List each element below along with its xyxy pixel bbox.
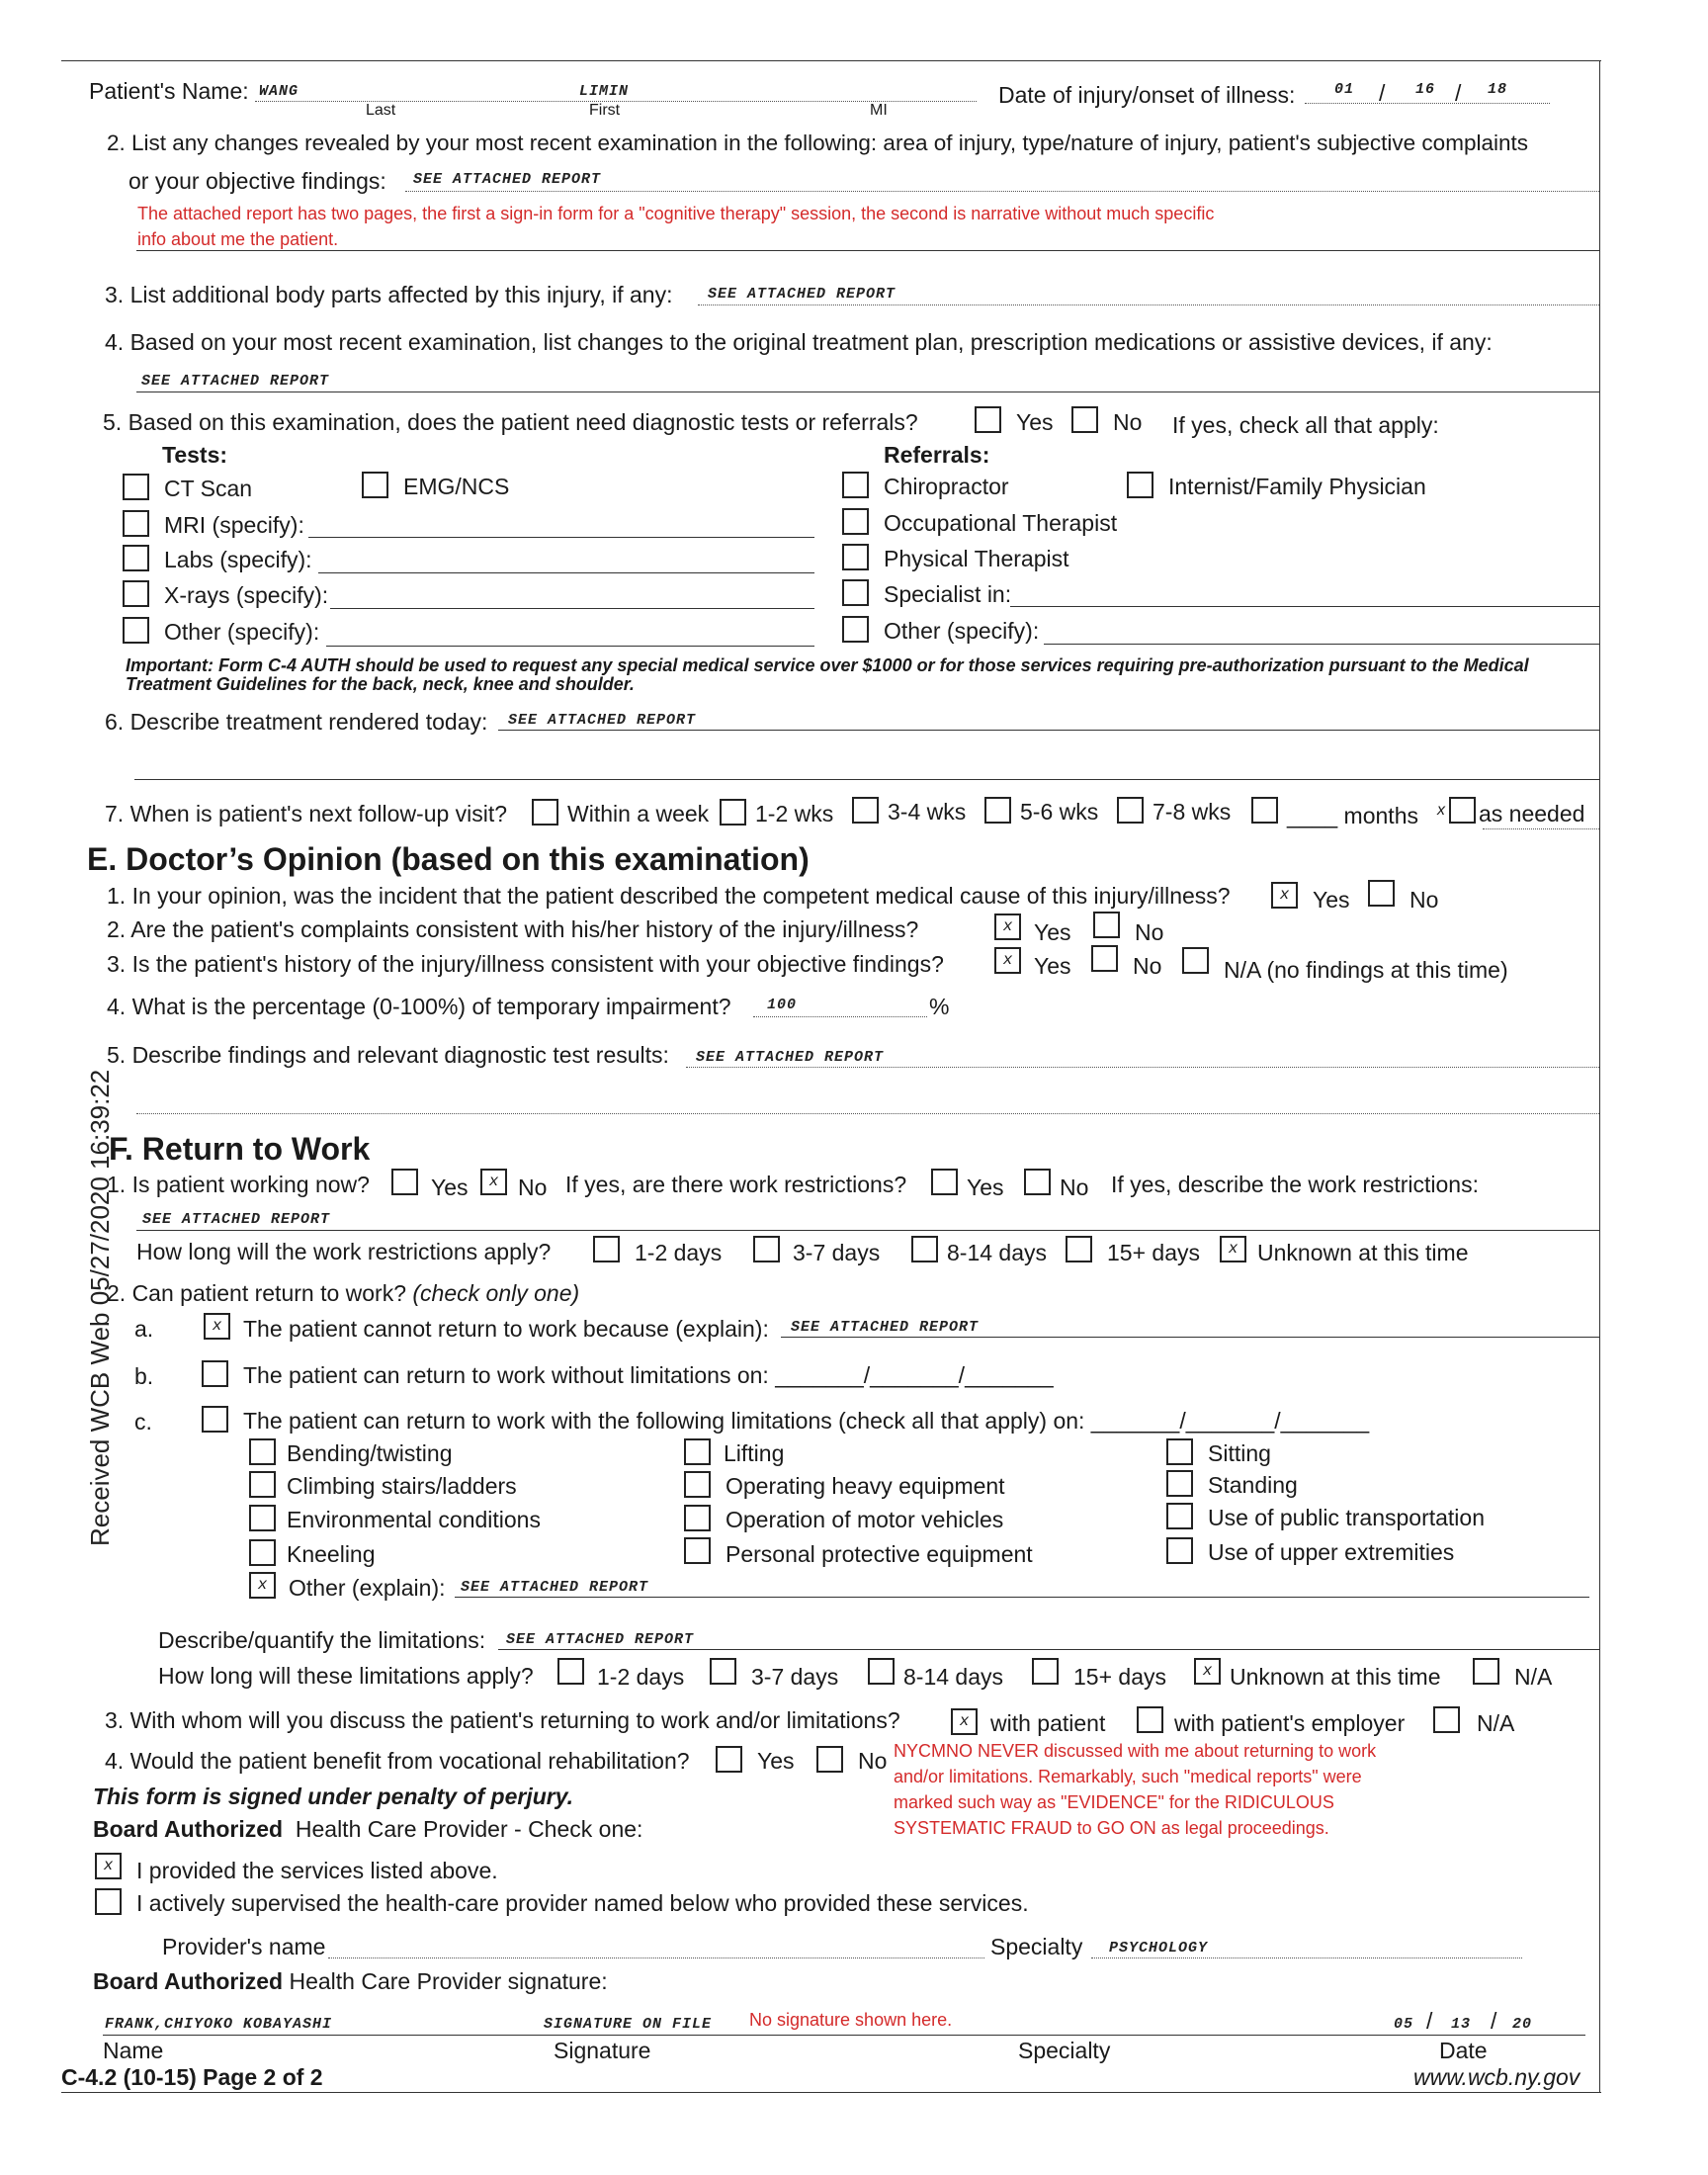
- f-q2-text: 2. Can patient return to work?: [107, 1280, 406, 1306]
- first-label: First: [589, 102, 621, 119]
- q7-bottom-line: [1483, 828, 1599, 829]
- e-q4-label: 4. What is the percentage (0-100%) of temporary impairment?: [107, 994, 731, 1019]
- q3-answer: SEE ATTACHED REPORT: [708, 286, 897, 303]
- q7-o1-label: Within a week: [567, 801, 710, 826]
- f-q4-no-label: No: [858, 1748, 888, 1774]
- section-e-title: E. Doctor’s Opinion (based on this examination): [87, 841, 810, 877]
- lim-lifting-label: Lifting: [724, 1440, 785, 1466]
- lim-standing-checkbox[interactable]: [1166, 1470, 1193, 1497]
- h2-d2-checkbox[interactable]: [710, 1658, 736, 1685]
- lim-public-transport-checkbox[interactable]: [1166, 1503, 1193, 1529]
- specialist-label: Specialist in:: [884, 581, 1012, 607]
- mri-checkbox[interactable]: [123, 510, 149, 537]
- q5-if-yes: If yes, check all that apply:: [1172, 412, 1439, 438]
- lim-upper-extremities-checkbox[interactable]: [1166, 1537, 1193, 1564]
- doi-day: 16: [1415, 81, 1436, 98]
- lim-bending-label: Bending/twisting: [287, 1440, 453, 1466]
- specialty-label: Specialty: [990, 1934, 1083, 1959]
- q2-answer-underline: [405, 191, 1599, 192]
- q7-o1-checkbox[interactable]: [532, 799, 558, 826]
- provided-checkbox[interactable]: x: [95, 1853, 122, 1879]
- date-year: 20: [1512, 2016, 1533, 2033]
- f-q1-answer: SEE ATTACHED REPORT: [142, 1211, 331, 1228]
- q6-answer: SEE ATTACHED REPORT: [508, 712, 697, 729]
- q7-o7-checkbox[interactable]: [1449, 797, 1476, 824]
- f-q1-restr-no-label: No: [1060, 1174, 1089, 1200]
- website: www.wcb.ny.gov: [1413, 2064, 1580, 2090]
- h2-na-label: N/A: [1514, 1664, 1553, 1690]
- q7-o4-label: 5-6 wks: [1020, 799, 1099, 825]
- doi-slash-2: /: [1455, 80, 1462, 106]
- f-a-text: The patient cannot return to work because (explain):: [243, 1316, 769, 1342]
- other-test-line: [326, 646, 814, 647]
- q7-o6-checkbox[interactable]: [1251, 797, 1278, 824]
- f-d3-checkbox[interactable]: [911, 1236, 938, 1262]
- f-a-underline: [781, 1337, 1599, 1338]
- xrays-line: [330, 608, 814, 609]
- lim-motor-vehicles-checkbox[interactable]: [684, 1505, 711, 1531]
- q2-bottom-line: [136, 250, 1599, 251]
- signature-value: SIGNATURE ON FILE: [544, 2016, 713, 2033]
- q4-answer: SEE ATTACHED REPORT: [141, 373, 330, 390]
- lim-ppe-checkbox[interactable]: [684, 1537, 711, 1564]
- f-d4-label: 15+ days: [1107, 1240, 1200, 1265]
- e-q1-no-checkbox[interactable]: [1368, 880, 1395, 907]
- doi-label: Date of injury/onset of illness:: [998, 82, 1296, 108]
- page-border-right: [1599, 60, 1600, 2093]
- q7-o7-mark: x: [1437, 802, 1445, 819]
- tests-title: Tests:: [162, 442, 228, 468]
- f-d2-label: 3-7 days: [793, 1240, 881, 1265]
- lim-bending-checkbox[interactable]: [249, 1438, 276, 1465]
- perjury-statement: This form is signed under penalty of perjury.: [93, 1784, 574, 1809]
- f-b-letter: b.: [134, 1363, 154, 1389]
- name-label: Name: [103, 2038, 164, 2063]
- f-a-letter: a.: [134, 1316, 154, 1342]
- e-q3-yes-checkbox[interactable]: x: [994, 947, 1021, 974]
- f-q3-na-label: N/A: [1477, 1710, 1515, 1736]
- f-q3-patient-checkbox[interactable]: x: [951, 1708, 978, 1735]
- form-id: C-4.2 (10-15) Page 2 of 2: [61, 2064, 323, 2090]
- last-label: Last: [366, 102, 396, 119]
- mri-line: [308, 537, 814, 538]
- describe-lim-underline: [498, 1649, 1599, 1650]
- e-q5-label: 5. Describe findings and relevant diagnostic test results:: [107, 1042, 669, 1068]
- h2-d4-label: 15+ days: [1073, 1664, 1166, 1690]
- q7-o3-label: 3-4 wks: [888, 799, 967, 825]
- lim-other-underline: [455, 1597, 1589, 1598]
- emg-label: EMG/NCS: [403, 474, 510, 499]
- doi-month: 01: [1334, 81, 1355, 98]
- spec-label: Specialty: [1018, 2038, 1111, 2063]
- other-test-checkbox[interactable]: [123, 617, 149, 644]
- board-authorized-2-rest: Health Care Provider signature:: [289, 1968, 608, 1994]
- q5-yes-checkbox[interactable]: [975, 406, 1001, 433]
- q7-o6-label: ____ months: [1287, 803, 1418, 828]
- f-q4-no-checkbox[interactable]: [816, 1746, 843, 1773]
- f-c-checkbox[interactable]: [202, 1406, 228, 1433]
- f-c-text: The patient can return to work with the following limitations (check all that apply) on: _______/_______/_______: [243, 1408, 1370, 1434]
- f-q1-answer-line: [136, 1230, 1599, 1231]
- e-q5-answer: SEE ATTACHED REPORT: [696, 1049, 885, 1066]
- internist-checkbox[interactable]: [1127, 472, 1153, 498]
- e-q3-na-checkbox[interactable]: [1182, 947, 1209, 974]
- lim-sitting-checkbox[interactable]: [1166, 1438, 1193, 1465]
- h2-d1-checkbox[interactable]: [557, 1658, 584, 1685]
- q6-line2: [134, 779, 1599, 780]
- f-q4-label: 4. Would the patient benefit from vocational rehabilitation?: [105, 1748, 690, 1774]
- other-test-label: Other (specify):: [164, 619, 320, 645]
- f-howlong-label: How long will the work restrictions apply?: [136, 1239, 552, 1264]
- e-q2-no-label: No: [1135, 919, 1164, 945]
- board-authorized-2: [93, 1967, 608, 1995]
- f-q1-restr-yes-label: Yes: [967, 1174, 1004, 1200]
- f-d3-label: 8-14 days: [947, 1240, 1048, 1265]
- e-q1-no-label: No: [1409, 887, 1439, 913]
- lim-climbing-checkbox[interactable]: [249, 1471, 276, 1498]
- f-a-checkbox[interactable]: x: [204, 1313, 230, 1340]
- q7-o5-checkbox[interactable]: [1117, 797, 1144, 824]
- e-q2-label: 2. Are the patient's complaints consistent with his/her history of the injury/illness?: [107, 916, 919, 942]
- f-q2-label: [107, 1279, 579, 1307]
- board-authorized-2-bold: Board Authorized: [93, 1968, 284, 1994]
- mri-label: MRI (specify):: [164, 512, 304, 538]
- lim-lifting-checkbox[interactable]: [684, 1438, 711, 1465]
- e-q1-yes-checkbox[interactable]: x: [1271, 882, 1298, 909]
- e-q3-label: 3. Is the patient's history of the injury/illness consistent with your objective findings?: [107, 951, 944, 977]
- page-border-top: [61, 60, 1601, 61]
- ref-other-checkbox[interactable]: [842, 616, 869, 643]
- labs-line: [318, 572, 814, 573]
- q7-o7-label: as needed: [1479, 801, 1585, 826]
- chiro-label: Chiropractor: [884, 474, 1009, 499]
- q7-o5-label: 7-8 wks: [1153, 799, 1232, 825]
- lim-heavy-equipment-label: Operating heavy equipment: [726, 1473, 1005, 1499]
- ref-other-line: [1044, 644, 1599, 645]
- q6-underline: [498, 730, 1599, 731]
- referrals-title: Referrals:: [884, 442, 990, 468]
- lim-environment-label: Environmental conditions: [287, 1507, 541, 1532]
- q7-o3-checkbox[interactable]: [852, 797, 879, 824]
- f-q1-no-label: No: [518, 1174, 548, 1200]
- provided-label: I provided the services listed above.: [136, 1858, 498, 1883]
- q7-o4-checkbox[interactable]: [984, 797, 1011, 824]
- f-q1-yes-checkbox[interactable]: [391, 1169, 418, 1195]
- h2-d5-checkbox[interactable]: x: [1194, 1658, 1221, 1685]
- q2-answer: SEE ATTACHED REPORT: [413, 171, 602, 188]
- q3-underline: [698, 304, 1599, 305]
- h2-na-checkbox[interactable]: [1473, 1658, 1499, 1685]
- q7-o2-checkbox[interactable]: [720, 799, 746, 826]
- received-stamp: Received WCB Web 05/27/2020 16:39:22: [85, 1069, 115, 1546]
- xrays-label: X-rays (specify):: [164, 582, 329, 608]
- f-q3-label: 3. With whom will you discuss the patient's returning to work and/or limitations?: [105, 1707, 900, 1733]
- ct-checkbox[interactable]: [123, 474, 149, 500]
- doi-slash-1: /: [1379, 80, 1386, 106]
- h2-d5-label: Unknown at this time: [1230, 1664, 1441, 1690]
- name-value: FRANK,CHIYOKO KOBAYASHI: [105, 2016, 333, 2033]
- q4-label: 4. Based on your most recent examination, list changes to the original treatment plan, prescription medications or assistive devices, if any:: [105, 329, 1493, 355]
- f-q2-hint: (check only one): [412, 1280, 580, 1306]
- e-q3-no-label: No: [1133, 953, 1162, 979]
- lim-environment-checkbox[interactable]: [249, 1505, 276, 1531]
- doi-year: 18: [1488, 81, 1508, 98]
- labs-checkbox[interactable]: [123, 545, 149, 571]
- f-d5-label: Unknown at this time: [1257, 1240, 1469, 1265]
- lim-motor-vehicles-label: Operation of motor vehicles: [726, 1507, 1004, 1532]
- important-note: Important: Form C-4 AUTH should be used to request any special medical service over $1000 or for those services requiring pre-authorization pursuant to the Medical Treatment Guidelines for the back, neck, knee and shoulder.: [126, 655, 1529, 694]
- describe-lim-answer: SEE ATTACHED REPORT: [506, 1631, 695, 1648]
- f-q1-no-checkbox[interactable]: x: [480, 1169, 507, 1195]
- pt-label: Physical Therapist: [884, 546, 1069, 571]
- f-q4-red-note: NYCMNO NEVER discussed with me about returning to work and/or limitations. Remarkably, such "medical reports" were marked such way as "EVIDENCE" for the RIDICULOUS SYSTEMATIC FRAUD to GO ON as legal proceedings.: [894, 1741, 1377, 1838]
- lim-kneeling-checkbox[interactable]: [249, 1539, 276, 1566]
- e-q4-pct: %: [929, 994, 950, 1019]
- q5-no-checkbox[interactable]: [1071, 406, 1098, 433]
- f-q3-employer-label: with patient's employer: [1174, 1710, 1406, 1736]
- f-d2-checkbox[interactable]: [753, 1236, 780, 1262]
- specialist-line: [1010, 606, 1599, 607]
- e-q1-yes-label: Yes: [1313, 887, 1350, 913]
- lim-upper-extremities-label: Use of upper extremities: [1208, 1539, 1455, 1565]
- specialist-checkbox[interactable]: [842, 579, 869, 606]
- howlong2-label: How long will these limitations apply?: [158, 1663, 534, 1689]
- e-q1-label: 1. In your opinion, was the incident that the patient described the competent medical cause of this injury/illness?: [107, 883, 1231, 909]
- h2-d3-label: 8-14 days: [903, 1664, 1004, 1690]
- f-q1-label: 1. Is patient working now?: [107, 1172, 370, 1197]
- lim-other-checkbox[interactable]: x: [249, 1572, 276, 1599]
- q2-note-line2: info about me the patient.: [137, 229, 339, 249]
- q6-label: 6. Describe treatment rendered today:: [105, 709, 488, 735]
- h2-d2-label: 3-7 days: [751, 1664, 839, 1690]
- lim-public-transport-label: Use of public transportation: [1208, 1505, 1485, 1530]
- f-b-text: The patient can return to work without limitations on: _______/_______/_______: [243, 1362, 1054, 1388]
- f-q3-na-checkbox[interactable]: [1433, 1706, 1460, 1733]
- f-q1-restr-yes-checkbox[interactable]: [931, 1169, 958, 1195]
- date-month: 05: [1394, 2016, 1414, 2033]
- e-q5-underline: [686, 1067, 1599, 1068]
- patient-first-name: LIMIN: [579, 83, 630, 100]
- xrays-checkbox[interactable]: [123, 580, 149, 607]
- q2-label-line1: 2. List any changes revealed by your most recent examination in the following: area of injury, type/nature of injury, patient's subjective complaints: [107, 130, 1528, 155]
- lim-sitting-label: Sitting: [1208, 1440, 1271, 1466]
- f-a-answer: SEE ATTACHED REPORT: [791, 1319, 980, 1336]
- e-q4-underline: [753, 1016, 927, 1017]
- supervised-checkbox[interactable]: [95, 1888, 122, 1915]
- f-d4-checkbox[interactable]: [1066, 1236, 1092, 1262]
- lim-kneeling-label: Kneeling: [287, 1541, 376, 1567]
- lim-climbing-label: Climbing stairs/ladders: [287, 1473, 517, 1499]
- f-d1-checkbox[interactable]: [593, 1236, 620, 1262]
- q3-label: 3. List additional body parts affected by this injury, if any:: [105, 282, 673, 307]
- sig-label: Signature: [554, 2038, 651, 2063]
- date-day: 13: [1451, 2016, 1472, 2033]
- f-q4-yes-checkbox[interactable]: [716, 1746, 742, 1773]
- lim-heavy-equipment-checkbox[interactable]: [684, 1471, 711, 1498]
- h2-d4-checkbox[interactable]: [1032, 1658, 1059, 1685]
- f-q1-restr-no-checkbox[interactable]: [1024, 1169, 1051, 1195]
- q2-note-line1: The attached report has two pages, the first a sign-in form for a "cognitive therapy" session, the second is narrative without much specific: [137, 204, 1215, 223]
- board-authorized-1-rest: Health Care Provider - Check one:: [295, 1816, 643, 1842]
- f-c-letter: c.: [134, 1409, 152, 1435]
- describe-lim-label: Describe/quantify the limitations:: [158, 1627, 486, 1653]
- h2-d3-checkbox[interactable]: [868, 1658, 895, 1685]
- e-q2-yes-label: Yes: [1034, 919, 1071, 945]
- ct-label: CT Scan: [164, 476, 253, 501]
- f-d5-checkbox[interactable]: x: [1220, 1236, 1246, 1262]
- patient-last-name: WANG: [259, 83, 299, 100]
- e-q2-yes-checkbox[interactable]: x: [994, 914, 1021, 940]
- date-label: Date: [1439, 2038, 1488, 2063]
- f-q3-patient-label: with patient: [990, 1710, 1106, 1736]
- lim-other-answer: SEE ATTACHED REPORT: [461, 1579, 649, 1596]
- f-d1-label: 1-2 days: [635, 1240, 723, 1265]
- q5-label: 5. Based on this examination, does the patient need diagnostic tests or referrals?: [103, 409, 918, 435]
- e-q3-na-label: N/A (no findings at this time): [1224, 957, 1508, 983]
- f-q1-restr-label: If yes, are there work restrictions?: [565, 1172, 907, 1197]
- ot-checkbox[interactable]: [842, 508, 869, 535]
- chiro-checkbox[interactable]: [842, 472, 869, 498]
- ot-label: Occupational Therapist: [884, 510, 1118, 536]
- internist-label: Internist/Family Physician: [1168, 474, 1426, 499]
- supervised-label: I actively supervised the health-care provider named below who provided these services.: [136, 1890, 1029, 1916]
- f-q1-describe-label: If yes, describe the work restrictions:: [1111, 1172, 1479, 1197]
- mi-label: MI: [870, 102, 888, 119]
- e-q2-no-checkbox[interactable]: [1093, 912, 1120, 938]
- e-q4-value: 100: [767, 997, 798, 1013]
- section-f-title: F. Return to Work: [109, 1131, 371, 1167]
- board-authorized-1: [93, 1815, 642, 1843]
- h2-d1-label: 1-2 days: [597, 1664, 685, 1690]
- patient-name-label: Patient's Name:: [89, 78, 249, 104]
- ref-other-label: Other (specify):: [884, 618, 1040, 644]
- q5-no-label: No: [1113, 409, 1143, 435]
- e-q3-no-checkbox[interactable]: [1091, 945, 1118, 972]
- q5-yes-label: Yes: [1016, 409, 1054, 435]
- signature-line: [103, 2035, 1585, 2036]
- provider-name-label: Provider's name: [162, 1934, 326, 1959]
- specialty-value: PSYCHOLOGY: [1109, 1940, 1209, 1957]
- lim-standing-label: Standing: [1208, 1472, 1298, 1498]
- doi-underline: [1305, 103, 1550, 104]
- labs-label: Labs (specify):: [164, 547, 312, 572]
- date-slash-1: /: [1426, 2008, 1433, 2034]
- f-q1-yes-label: Yes: [431, 1174, 469, 1200]
- emg-checkbox[interactable]: [362, 472, 388, 498]
- pt-checkbox[interactable]: [842, 544, 869, 570]
- f-q3-employer-checkbox[interactable]: [1137, 1706, 1163, 1733]
- e-q5-line2: [136, 1113, 1599, 1114]
- lim-ppe-label: Personal protective equipment: [726, 1541, 1033, 1567]
- q7-label: 7. When is patient's next follow-up visit?: [105, 801, 508, 826]
- q7-o2-label: 1-2 wks: [755, 801, 834, 826]
- f-b-checkbox[interactable]: [202, 1360, 228, 1387]
- lim-other-label: Other (explain):: [289, 1575, 446, 1601]
- q2-label-line2: or your objective findings:: [128, 168, 386, 194]
- signature-red-note: No signature shown here.: [749, 2010, 953, 2030]
- f-q4-yes-label: Yes: [757, 1748, 795, 1774]
- date-slash-2: /: [1491, 2008, 1497, 2034]
- board-authorized-1-bold: Board Authorized: [93, 1816, 284, 1842]
- e-q3-yes-label: Yes: [1034, 953, 1071, 979]
- page-border-bottom: [61, 2092, 1601, 2093]
